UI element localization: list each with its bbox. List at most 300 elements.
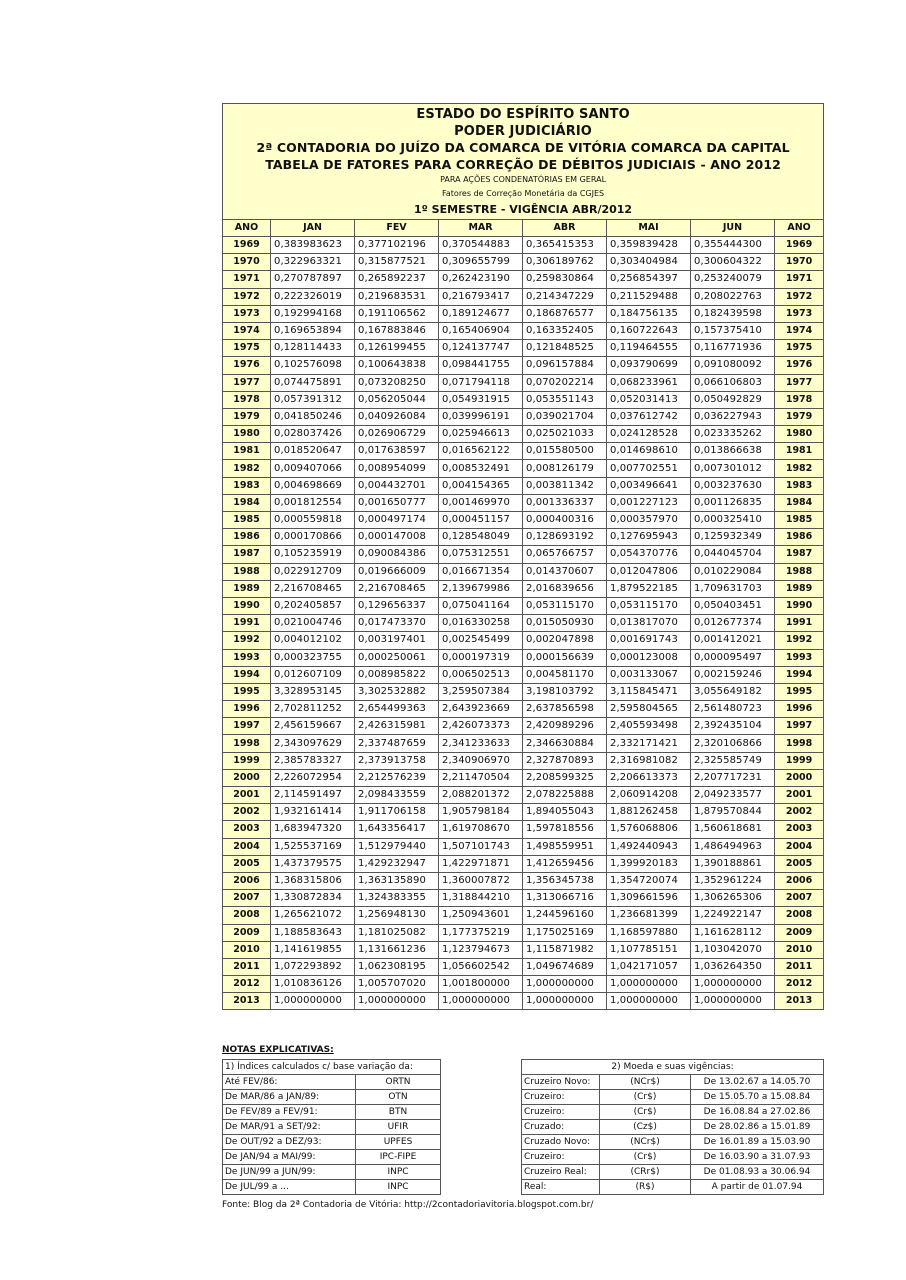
factor-cell: 0,116771936 xyxy=(691,340,775,357)
factor-cell: 2,392435104 xyxy=(691,718,775,735)
factor-cell: 1,683947320 xyxy=(271,821,355,838)
factor-cell: 1,309661596 xyxy=(607,890,691,907)
factor-cell: 0,127695943 xyxy=(607,529,691,546)
year-cell: 2006 xyxy=(223,872,271,889)
factor-cell: 0,053115170 xyxy=(523,597,607,614)
factor-cell: 1,036264350 xyxy=(691,958,775,975)
factor-cell: 1,177375219 xyxy=(439,924,523,941)
table-row xyxy=(223,288,824,305)
index-cell: UPFES xyxy=(356,1135,441,1150)
table-row xyxy=(223,701,824,718)
factor-cell: 0,015050930 xyxy=(523,615,607,632)
year-cell: 1976 xyxy=(223,357,271,374)
factor-cell: 1,932161414 xyxy=(271,804,355,821)
year-cell: 1983 xyxy=(775,477,824,494)
year-cell: 1989 xyxy=(223,580,271,597)
factor-cell: 0,073208250 xyxy=(355,374,439,391)
factor-cell: 0,163352405 xyxy=(523,322,607,339)
factor-cell: 0,075041164 xyxy=(439,597,523,614)
year-cell: 1995 xyxy=(223,683,271,700)
factor-cell: 0,000170866 xyxy=(271,529,355,546)
year-cell: 1980 xyxy=(223,426,271,443)
factor-cell: 2,426315981 xyxy=(355,718,439,735)
table-row xyxy=(223,838,824,855)
factor-cell: 1,498559951 xyxy=(523,838,607,855)
factor-cell: 0,036227943 xyxy=(691,408,775,425)
table-row xyxy=(223,683,824,700)
factor-cell: 0,128548049 xyxy=(439,529,523,546)
factor-cell: 1,881262458 xyxy=(607,804,691,821)
factor-cell: 1,879570844 xyxy=(691,804,775,821)
year-cell: 1997 xyxy=(775,718,824,735)
factor-cell: 2,341233633 xyxy=(439,735,523,752)
indices-row xyxy=(223,1180,441,1195)
factor-cell: 1,619708670 xyxy=(439,821,523,838)
factor-cell: 1,188583643 xyxy=(271,924,355,941)
currency-symbol-cell: (Cr$) xyxy=(600,1105,691,1120)
factor-cell: 1,000000000 xyxy=(607,993,691,1010)
year-cell: 1995 xyxy=(775,683,824,700)
factor-cell: 1,000000000 xyxy=(523,976,607,993)
table-row xyxy=(223,322,824,339)
year-cell: 1994 xyxy=(223,666,271,683)
period-cell: De FEV/89 a FEV/91: xyxy=(223,1105,356,1120)
factor-cell: 1,062308195 xyxy=(355,958,439,975)
table-row xyxy=(223,907,824,924)
indices-row xyxy=(223,1165,441,1180)
currency-symbol-cell: (NCr$) xyxy=(600,1075,691,1090)
factor-cell: 0,024128528 xyxy=(607,426,691,443)
factor-cell: 0,000325410 xyxy=(691,512,775,529)
table-row xyxy=(223,340,824,357)
currency-name-cell: Cruzeiro Novo: xyxy=(522,1075,600,1090)
year-cell: 2006 xyxy=(775,872,824,889)
factor-cell: 0,068233961 xyxy=(607,374,691,391)
factor-cell: 0,025021033 xyxy=(523,426,607,443)
year-cell: 1977 xyxy=(223,374,271,391)
factor-cell: 1,250943601 xyxy=(439,907,523,924)
factor-cell: 0,121848525 xyxy=(523,340,607,357)
factor-cell: 0,383983623 xyxy=(271,237,355,254)
factor-cell: 2,216708465 xyxy=(355,580,439,597)
factor-cell: 0,001812554 xyxy=(271,494,355,511)
year-cell: 1975 xyxy=(223,340,271,357)
table-row xyxy=(223,872,824,889)
factor-cell: 0,126199455 xyxy=(355,340,439,357)
factor-cell: 0,355444300 xyxy=(691,237,775,254)
factor-cell: 2,385783327 xyxy=(271,752,355,769)
factor-cell: 1,175025169 xyxy=(523,924,607,941)
year-cell: 1986 xyxy=(223,529,271,546)
column-header: JUN xyxy=(691,220,775,237)
factor-cell: 0,105235919 xyxy=(271,546,355,563)
factor-cell: 1,000000000 xyxy=(607,976,691,993)
year-cell: 1971 xyxy=(223,271,271,288)
year-cell: 1993 xyxy=(223,649,271,666)
header-source-factors: Fatores de Correção Monetária da CGJES xyxy=(442,189,605,198)
factor-cell: 0,001650777 xyxy=(355,494,439,511)
year-cell: 1969 xyxy=(223,237,271,254)
indices-caption: 1) Índices calculados c/ base variação da: xyxy=(223,1060,441,1075)
factor-cell: 0,023335262 xyxy=(691,426,775,443)
factor-cell: 0,053551143 xyxy=(523,391,607,408)
table-row xyxy=(223,993,824,1010)
currency-period-cell: De 13.02.67 a 14.05.70 xyxy=(691,1075,824,1090)
factor-cell: 1,224922147 xyxy=(691,907,775,924)
factor-cell: 2,098433559 xyxy=(355,787,439,804)
factor-cell: 1,001800000 xyxy=(439,976,523,993)
factor-cell: 2,049233577 xyxy=(691,787,775,804)
year-cell: 1982 xyxy=(775,460,824,477)
currency-period-cell: De 01.08.93 a 30.06.94 xyxy=(691,1165,824,1180)
factor-cell: 1,330872834 xyxy=(271,890,355,907)
year-cell: 1969 xyxy=(775,237,824,254)
year-cell: 1987 xyxy=(223,546,271,563)
factor-cell: 0,214347229 xyxy=(523,288,607,305)
factor-cell: 0,074475891 xyxy=(271,374,355,391)
factor-cell: 1,356345738 xyxy=(523,872,607,889)
currency-name-cell: Real: xyxy=(522,1180,600,1195)
factor-cell: 0,065766757 xyxy=(523,546,607,563)
factor-cell: 1,492440943 xyxy=(607,838,691,855)
year-cell: 2009 xyxy=(223,924,271,941)
factor-cell: 0,001227123 xyxy=(607,494,691,511)
year-cell: 2011 xyxy=(775,958,824,975)
year-cell: 1970 xyxy=(223,254,271,271)
factor-cell: 0,219683531 xyxy=(355,288,439,305)
year-cell: 1998 xyxy=(223,735,271,752)
year-cell: 2013 xyxy=(775,993,824,1010)
year-cell: 2009 xyxy=(775,924,824,941)
factor-cell: 2,320106866 xyxy=(691,735,775,752)
factor-cell: 0,003197401 xyxy=(355,632,439,649)
factor-cell: 1,161628112 xyxy=(691,924,775,941)
factor-cell: 0,309655799 xyxy=(439,254,523,271)
currency-name-cell: Cruzeiro: xyxy=(522,1090,600,1105)
currency-notes-table xyxy=(521,1059,824,1195)
factor-cell: 0,001126835 xyxy=(691,494,775,511)
factor-cell: 2,332171421 xyxy=(607,735,691,752)
table-row xyxy=(223,615,824,632)
period-cell: De MAR/86 a JAN/89: xyxy=(223,1090,356,1105)
index-cell: IPC-FIPE xyxy=(356,1150,441,1165)
currency-period-cell: A partir de 01.07.94 xyxy=(691,1180,824,1195)
factor-cell: 2,327870893 xyxy=(523,752,607,769)
table-row xyxy=(223,976,824,993)
factor-cell: 0,002047898 xyxy=(523,632,607,649)
factor-cell: 0,002545499 xyxy=(439,632,523,649)
factor-cell: 1,643356417 xyxy=(355,821,439,838)
table-row xyxy=(223,855,824,872)
index-cell: INPC xyxy=(356,1180,441,1195)
header-semester: 1º SEMESTRE - VIGÊNCIA ABR/2012 xyxy=(414,203,633,216)
currency-symbol-cell: (NCr$) xyxy=(600,1135,691,1150)
indices-row xyxy=(223,1120,441,1135)
factor-cell: 1,265621072 xyxy=(271,907,355,924)
factor-cell: 0,124137747 xyxy=(439,340,523,357)
year-cell: 1994 xyxy=(775,666,824,683)
factor-cell: 2,373913758 xyxy=(355,752,439,769)
factor-cell: 1,352961224 xyxy=(691,872,775,889)
factor-cell: 0,322963321 xyxy=(271,254,355,271)
factor-cell: 0,359839428 xyxy=(607,237,691,254)
year-cell: 2003 xyxy=(223,821,271,838)
factor-cell: 1,486494963 xyxy=(691,838,775,855)
table-header xyxy=(223,104,824,220)
factor-cell: 1,363135890 xyxy=(355,872,439,889)
factor-cell: 2,139679986 xyxy=(439,580,523,597)
factor-cell: 0,128693192 xyxy=(523,529,607,546)
table-row xyxy=(223,254,824,271)
table-row xyxy=(223,563,824,580)
factor-cell: 0,186876577 xyxy=(523,305,607,322)
header-table-title: TABELA DE FATORES PARA CORREÇÃO DE DÉBITOS JUDICIAIS - ANO 2012 xyxy=(265,156,781,172)
factor-cell: 1,236681399 xyxy=(607,907,691,924)
factor-cell: 0,054370776 xyxy=(607,546,691,563)
year-cell: 1999 xyxy=(775,752,824,769)
year-cell: 2008 xyxy=(223,907,271,924)
year-cell: 2012 xyxy=(223,976,271,993)
factor-cell: 3,055649182 xyxy=(691,683,775,700)
factor-cell: 1,399920183 xyxy=(607,855,691,872)
factor-cell: 3,115845471 xyxy=(607,683,691,700)
factor-cell: 0,160722643 xyxy=(607,322,691,339)
factor-cell: 0,007301012 xyxy=(691,460,775,477)
header-power: PODER JUDICIÁRIO xyxy=(454,123,592,139)
year-cell: 1999 xyxy=(223,752,271,769)
factor-cell: 1,560618681 xyxy=(691,821,775,838)
factor-cell: 2,343097629 xyxy=(271,735,355,752)
indices-notes-table xyxy=(222,1059,441,1195)
currency-name-cell: Cruzado: xyxy=(522,1120,600,1135)
index-cell: ORTN xyxy=(356,1075,441,1090)
factor-cell: 3,198103792 xyxy=(523,683,607,700)
table-row xyxy=(223,787,824,804)
factor-cell: 1,368315806 xyxy=(271,872,355,889)
year-cell: 1977 xyxy=(775,374,824,391)
period-cell: De JUN/99 a JUN/99: xyxy=(223,1165,356,1180)
factor-cell: 0,040926084 xyxy=(355,408,439,425)
factor-cell: 2,426073373 xyxy=(439,718,523,735)
factor-cell: 0,000559818 xyxy=(271,512,355,529)
factor-cell: 0,102576098 xyxy=(271,357,355,374)
factor-cell: 2,325585749 xyxy=(691,752,775,769)
factor-cell: 0,315877521 xyxy=(355,254,439,271)
factor-cell: 0,262423190 xyxy=(439,271,523,288)
year-cell: 1996 xyxy=(223,701,271,718)
currency-symbol-cell: (Cz$) xyxy=(600,1120,691,1135)
factor-cell: 0,004581170 xyxy=(523,666,607,683)
factor-cell: 0,096157884 xyxy=(523,357,607,374)
factor-cell: 0,365415353 xyxy=(523,237,607,254)
factor-cell: 1,010836126 xyxy=(271,976,355,993)
currency-row xyxy=(522,1090,824,1105)
factor-cell: 1,905798184 xyxy=(439,804,523,821)
factor-cell: 0,000451157 xyxy=(439,512,523,529)
factor-cell: 1,390188861 xyxy=(691,855,775,872)
year-cell: 1973 xyxy=(223,305,271,322)
factor-cell: 2,211470504 xyxy=(439,769,523,786)
table-row xyxy=(223,494,824,511)
factor-cell: 2,340906970 xyxy=(439,752,523,769)
currency-row xyxy=(522,1135,824,1150)
table-row xyxy=(223,512,824,529)
table-row xyxy=(223,237,824,254)
period-cell: De JAN/94 a MAI/99: xyxy=(223,1150,356,1165)
year-cell: 2005 xyxy=(775,855,824,872)
factor-cell: 0,041850246 xyxy=(271,408,355,425)
year-cell: 1979 xyxy=(775,408,824,425)
factor-cell: 1,049674689 xyxy=(523,958,607,975)
table-row xyxy=(223,632,824,649)
factor-cell: 0,001691743 xyxy=(607,632,691,649)
factor-cell: 0,211529488 xyxy=(607,288,691,305)
factor-cell: 2,346630884 xyxy=(523,735,607,752)
year-cell: 1987 xyxy=(775,546,824,563)
factor-cell: 0,003133067 xyxy=(607,666,691,683)
factor-cell: 0,050403451 xyxy=(691,597,775,614)
year-cell: 1991 xyxy=(223,615,271,632)
factor-cell: 1,894055043 xyxy=(523,804,607,821)
factor-cell: 3,259507384 xyxy=(439,683,523,700)
currency-period-cell: De 28.02.86 a 15.01.89 xyxy=(691,1120,824,1135)
factor-cell: 0,370544883 xyxy=(439,237,523,254)
year-cell: 1981 xyxy=(223,443,271,460)
factor-cell: 2,060914208 xyxy=(607,787,691,804)
currency-row xyxy=(522,1180,824,1195)
year-cell: 2000 xyxy=(223,769,271,786)
year-cell: 1976 xyxy=(775,357,824,374)
factor-cell: 2,337487659 xyxy=(355,735,439,752)
factor-cell: 0,303404984 xyxy=(607,254,691,271)
table-row xyxy=(223,477,824,494)
year-cell: 1974 xyxy=(775,322,824,339)
factor-cell: 0,001469970 xyxy=(439,494,523,511)
table-row xyxy=(223,597,824,614)
factor-cell: 0,259830864 xyxy=(523,271,607,288)
column-header: MAR xyxy=(439,220,523,237)
factor-cell: 2,212576239 xyxy=(355,769,439,786)
factor-cell: 0,054931915 xyxy=(439,391,523,408)
factor-cell: 0,017473370 xyxy=(355,615,439,632)
factor-cell: 0,090084386 xyxy=(355,546,439,563)
factor-cell: 0,004012102 xyxy=(271,632,355,649)
table-row xyxy=(223,391,824,408)
period-cell: De MAR/91 a SET/92: xyxy=(223,1120,356,1135)
factor-cell: 0,129656337 xyxy=(355,597,439,614)
factor-cell: 0,182439598 xyxy=(691,305,775,322)
factor-cell: 1,507101743 xyxy=(439,838,523,855)
factor-cell: 1,597818556 xyxy=(523,821,607,838)
factor-cell: 0,306189762 xyxy=(523,254,607,271)
factor-cell: 0,075312551 xyxy=(439,546,523,563)
index-cell: BTN xyxy=(356,1105,441,1120)
factor-cell: 0,003811342 xyxy=(523,477,607,494)
factor-cell: 0,016562122 xyxy=(439,443,523,460)
factor-cell: 0,039021704 xyxy=(523,408,607,425)
table-row xyxy=(223,357,824,374)
currency-row xyxy=(522,1105,824,1120)
factor-cell: 0,003496641 xyxy=(607,477,691,494)
factor-cell: 1,000000000 xyxy=(439,993,523,1010)
indices-row xyxy=(223,1090,441,1105)
year-cell: 2012 xyxy=(775,976,824,993)
year-cell: 2011 xyxy=(223,958,271,975)
factor-cell: 1,141619855 xyxy=(271,941,355,958)
factor-cell: 0,002159246 xyxy=(691,666,775,683)
period-cell: Até FEV/86: xyxy=(223,1075,356,1090)
factor-cell: 0,000357970 xyxy=(607,512,691,529)
table-row xyxy=(223,941,824,958)
factor-cell: 0,037612742 xyxy=(607,408,691,425)
factor-cell: 1,107785151 xyxy=(607,941,691,958)
column-header: JAN xyxy=(271,220,355,237)
period-cell: De OUT/92 a DEZ/93: xyxy=(223,1135,356,1150)
factor-cell: 0,007702551 xyxy=(607,460,691,477)
factor-cell: 1,072293892 xyxy=(271,958,355,975)
factor-cell: 1,115871982 xyxy=(523,941,607,958)
column-header: ANO xyxy=(223,220,271,237)
factor-cell: 2,316981082 xyxy=(607,752,691,769)
table-row xyxy=(223,718,824,735)
factor-cell: 0,001412021 xyxy=(691,632,775,649)
table-row xyxy=(223,804,824,821)
factor-cell: 2,643923669 xyxy=(439,701,523,718)
year-cell: 1982 xyxy=(223,460,271,477)
currency-name-cell: Cruzeiro: xyxy=(522,1105,600,1120)
table-row xyxy=(223,890,824,907)
factor-cell: 0,000156639 xyxy=(523,649,607,666)
factor-cell: 0,053115170 xyxy=(607,597,691,614)
indices-row xyxy=(223,1150,441,1165)
year-cell: 2002 xyxy=(775,804,824,821)
factor-cell: 0,026906729 xyxy=(355,426,439,443)
indices-row xyxy=(223,1135,441,1150)
year-cell: 1996 xyxy=(775,701,824,718)
factor-cell: 0,028037426 xyxy=(271,426,355,443)
factor-cell: 1,181025082 xyxy=(355,924,439,941)
header-state: ESTADO DO ESPÍRITO SANTO xyxy=(416,107,630,122)
year-cell: 1981 xyxy=(775,443,824,460)
year-cell: 1974 xyxy=(223,322,271,339)
factor-cell: 2,226072954 xyxy=(271,769,355,786)
year-cell: 2013 xyxy=(223,993,271,1010)
year-cell: 1990 xyxy=(223,597,271,614)
currency-symbol-cell: (Cr$) xyxy=(600,1090,691,1105)
factor-cell: 0,012677374 xyxy=(691,615,775,632)
factor-cell: 0,093790699 xyxy=(607,357,691,374)
column-header: ANO xyxy=(775,220,824,237)
factor-cell: 0,256854397 xyxy=(607,271,691,288)
year-cell: 2008 xyxy=(775,907,824,924)
factor-cell: 0,000400316 xyxy=(523,512,607,529)
factor-cell: 2,595804565 xyxy=(607,701,691,718)
factor-cell: 0,184756135 xyxy=(607,305,691,322)
factor-cell: 2,420989296 xyxy=(523,718,607,735)
factor-cell: 2,702811252 xyxy=(271,701,355,718)
factor-cell: 0,018520647 xyxy=(271,443,355,460)
factor-cell: 1,422971871 xyxy=(439,855,523,872)
factor-cell: 0,050492829 xyxy=(691,391,775,408)
factor-cell: 1,123794673 xyxy=(439,941,523,958)
year-cell: 1986 xyxy=(775,529,824,546)
factor-cell: 0,300604322 xyxy=(691,254,775,271)
factor-cell: 0,253240079 xyxy=(691,271,775,288)
factor-cell: 2,016839656 xyxy=(523,580,607,597)
factor-cell: 0,000123008 xyxy=(607,649,691,666)
factor-cell: 1,000000000 xyxy=(691,993,775,1010)
factor-cell: 0,013817070 xyxy=(607,615,691,632)
